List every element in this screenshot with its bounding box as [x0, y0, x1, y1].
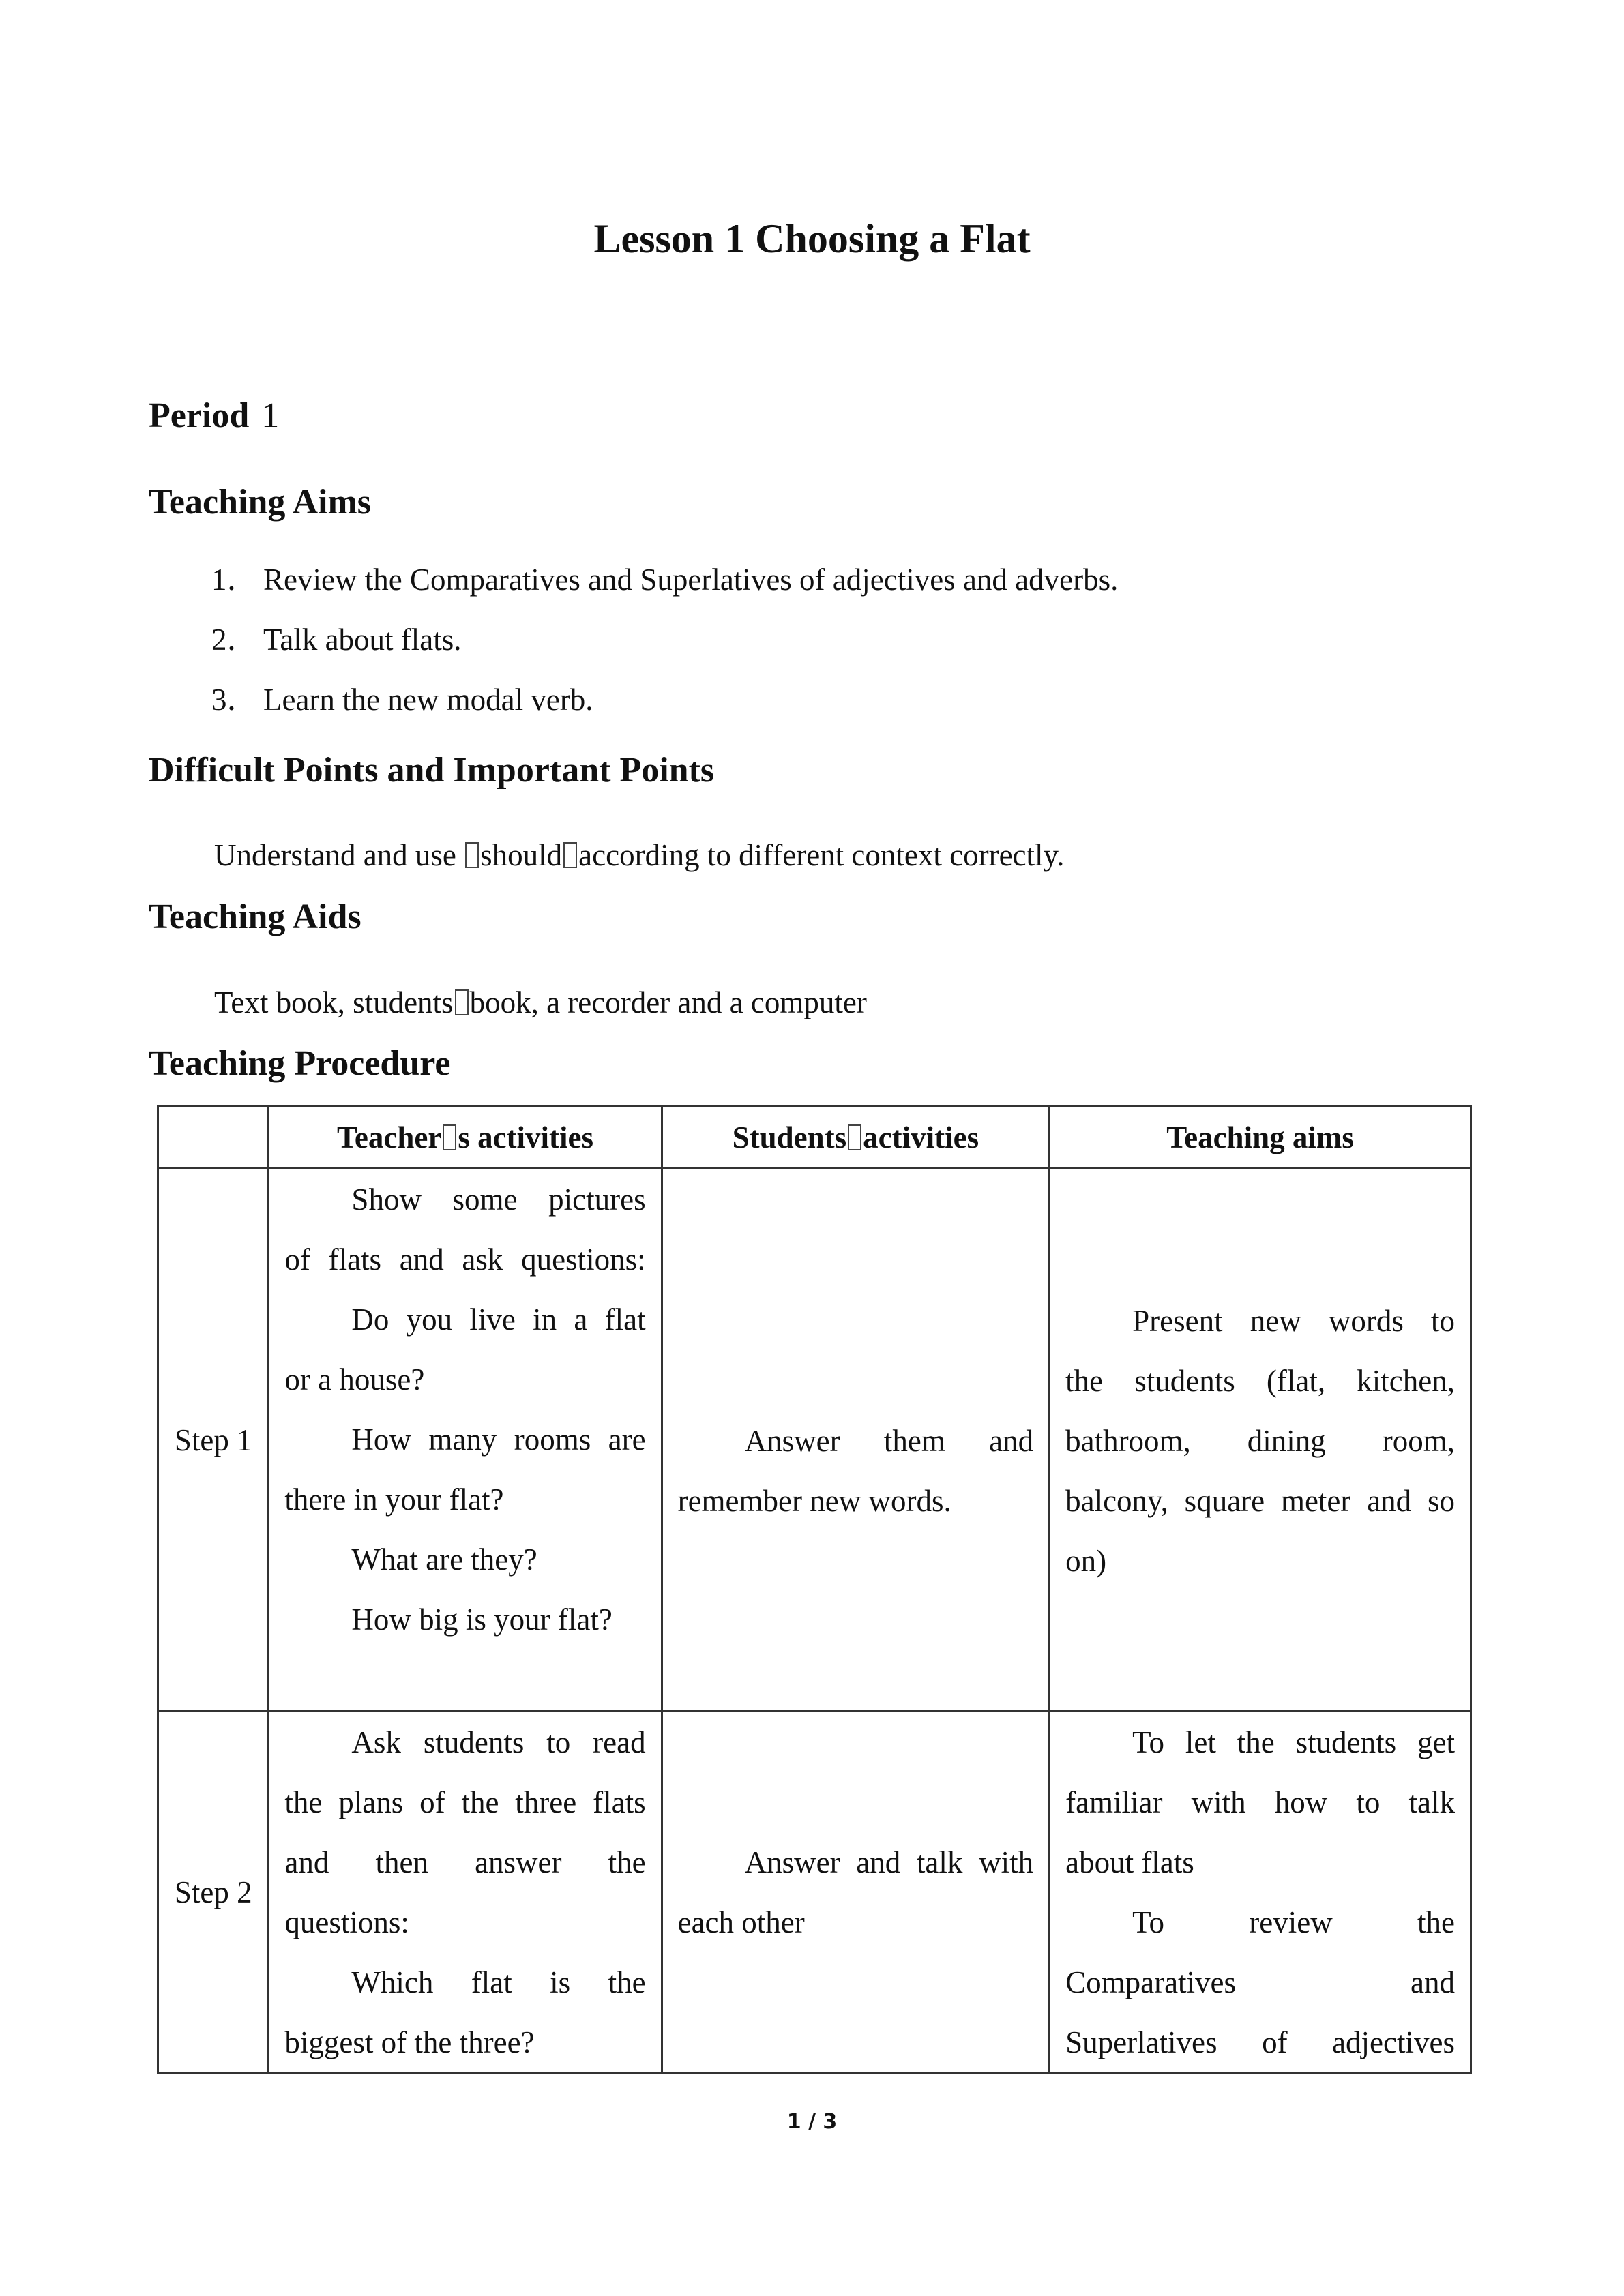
cell-line: Ask students to read: [351, 1725, 646, 1759]
procedure-table: [157, 1105, 1472, 2074]
header-text: activities: [863, 1120, 979, 1154]
text-part: according to different context correctly.: [578, 838, 1065, 872]
period-heading: [149, 392, 279, 440]
text-part: Text book, students: [214, 985, 454, 1019]
cell-line: bathroom, dining room,: [1065, 1424, 1455, 1458]
cell-line: or a house?: [284, 1362, 425, 1397]
document-title: Lesson 1 Choosing a Flat: [593, 216, 1031, 261]
cell-line: biggest of the three?: [284, 2025, 535, 2059]
cell-line: about flats: [1065, 1845, 1194, 1879]
cell-line: Present new words to: [1132, 1304, 1455, 1338]
table-header-row: [158, 1107, 1471, 1169]
header-teaching-aims: Teaching aims: [1050, 1107, 1471, 1169]
table-row: [158, 1169, 1471, 1712]
list-item-text: Learn the new modal verb.: [263, 683, 593, 717]
missing-glyph-icon: [465, 842, 479, 868]
cell-line: on): [1065, 1544, 1107, 1578]
students-activities-cell: [662, 1712, 1050, 2074]
difficult-points-heading: Difficult Points and Important Points: [149, 751, 715, 790]
cell-line: Which flat is the: [351, 1965, 646, 1999]
list-item-text: Talk about flats.: [263, 623, 462, 657]
step-cell: Step 2: [158, 1712, 269, 2074]
cell-line: the students (flat, kitchen,: [1065, 1364, 1455, 1398]
text-part: should: [480, 838, 563, 872]
cell-line: Do you live in a flat: [351, 1302, 646, 1337]
list-item: [211, 619, 1118, 679]
teaching-aims-cell: [1050, 1712, 1471, 2074]
list-item: [211, 559, 1118, 619]
list-item-text: Review the Comparatives and Superlatives of adjectives and adverbs.: [263, 563, 1119, 597]
cell-line: Superlatives of adjectives: [1065, 2025, 1455, 2059]
cell-line: How big is your flat?: [351, 1602, 612, 1637]
cell-line: the plans of the three flats: [284, 1785, 646, 1819]
list-item-number: 1．: [211, 563, 258, 597]
teaching-aims-heading: Teaching Aims: [149, 483, 372, 522]
missing-glyph-icon: [563, 842, 577, 868]
header-teacher-activities: [269, 1107, 662, 1169]
teaching-aids-heading: Teaching Aids: [149, 897, 361, 936]
list-item-number: 3．: [211, 683, 258, 717]
list-item-number: 2．: [211, 623, 258, 657]
students-activities-cell: [662, 1169, 1050, 1712]
difficult-points-text: [214, 835, 1064, 876]
cell-line: Show some pictures: [351, 1182, 646, 1217]
teaching-aids-text: [214, 982, 867, 1023]
teaching-procedure-heading: Teaching Procedure: [149, 1044, 451, 1083]
list-item: [211, 679, 1118, 739]
missing-glyph-icon: [443, 1124, 456, 1150]
table-row: [158, 1712, 1471, 2074]
teaching-aims-cell: [1050, 1169, 1471, 1712]
header-text: s activities: [458, 1120, 594, 1154]
teacher-activities-cell: [269, 1169, 662, 1712]
header-text: Teacher: [337, 1120, 442, 1154]
cell-line: Comparatives and: [1065, 1965, 1455, 1999]
page-number: 1 / 3: [786, 2110, 838, 2134]
text-part: book, a recorder and a computer: [469, 985, 867, 1019]
cell-line: and then answer the: [284, 1845, 646, 1879]
cell-line: each other: [677, 1905, 805, 1939]
cell-line: there in your flat?: [284, 1482, 504, 1517]
text-part: Understand and use: [214, 838, 464, 872]
teacher-activities-cell: [269, 1712, 662, 2074]
header-text: Students: [732, 1120, 847, 1154]
cell-line: Answer and talk with: [744, 1845, 1034, 1879]
cell-line: remember new words.: [677, 1484, 951, 1518]
missing-glyph-icon: [848, 1124, 861, 1150]
cell-line: What are they?: [351, 1542, 537, 1577]
cell-line: Answer them and: [744, 1424, 1034, 1458]
cell-line: familiar with how to talk: [1065, 1785, 1455, 1819]
header-students-activities: [662, 1107, 1050, 1169]
cell-line: How many rooms are: [351, 1422, 646, 1457]
cell-line: To let the students get: [1132, 1725, 1455, 1759]
missing-glyph-icon: [455, 989, 469, 1015]
cell-line: of flats and ask questions:: [284, 1242, 646, 1277]
teaching-aims-list: [211, 559, 1118, 739]
cell-line: questions:: [284, 1905, 409, 1939]
step-cell: Step 1: [158, 1169, 269, 1712]
period-number: 1: [261, 396, 280, 435]
period-label: Period: [149, 396, 250, 435]
cell-line: balcony, square meter and so: [1065, 1484, 1455, 1518]
cell-line: To review the: [1132, 1905, 1455, 1939]
header-step: [158, 1107, 269, 1169]
